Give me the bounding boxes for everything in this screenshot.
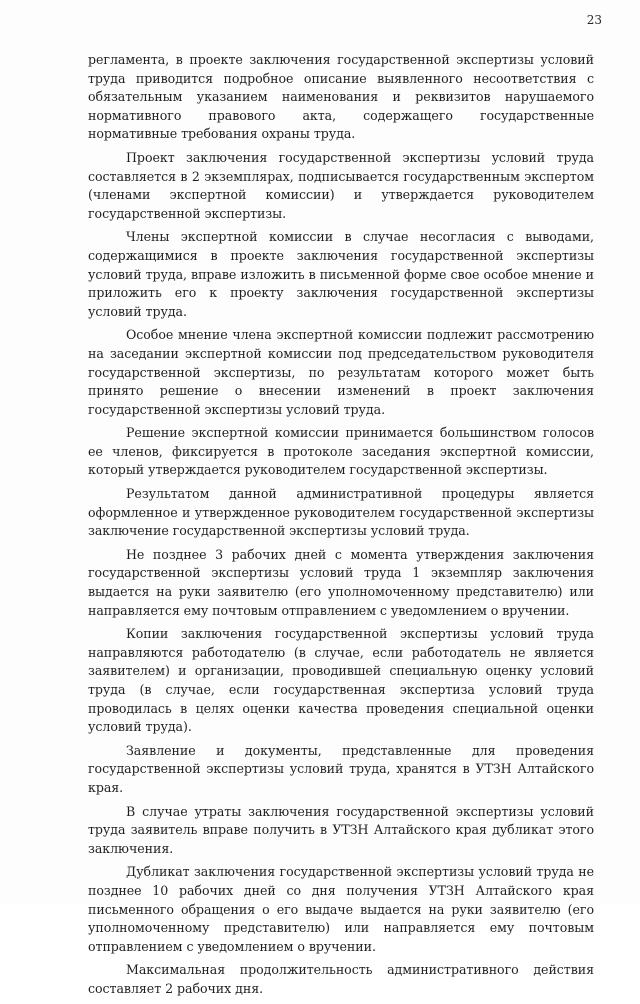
paragraph: регламента, в проекте заключения государственной экспертизы условий труда приводится подробное описание выявленного несоответствия с обязательным указанием наименования и реквизитов нарушаемого нормативного правового акта, содержащего государственные нормативные требования охраны труда. bbox=[88, 52, 594, 142]
paragraph: Не позднее 3 рабочих дней с момента утверждения заключения государственной экспертизы условий труда 1 экземпляр заключения выдается на руки заявителю (его уполномоченному представителю) или направляется ему почтовым отправлением с уведомлением о вручении. bbox=[88, 546, 594, 618]
paragraph: Проект заключения государственной экспертизы условий труда составляется в 2 экземплярах, подписывается государственным экспертом (членами экспертной комиссии) и утверждается руководителем государственной экспертизы. bbox=[88, 149, 594, 221]
paragraph: Дубликат заключения государственной экспертизы условий труда не позднее 10 рабочих дней со дня получения УТЗН Алтайского края письменного обращения о его выдаче выдается на руки заявителю (его уполномоченному представителю) или направляется ему почтовым отправлением с уведомлением о вручении. bbox=[88, 864, 594, 954]
paragraph: Заявление и документы, представленные для проведения государственной экспертизы условий труда, хранятся в УТЗН Алтайского края. bbox=[88, 742, 594, 795]
paragraph: Члены экспертной комиссии в случае несогласия с выводами, содержащимися в проекте заключения государственной экспертизы условий труда, вправе изложить в письменной форме свое особое мнение и приложить его к проекту заключения государственной экспертизы условий труда. bbox=[88, 229, 594, 319]
body-text bbox=[88, 51, 594, 1004]
page-number: 23 bbox=[586, 13, 602, 27]
paragraph: Особое мнение члена экспертной комиссии подлежит рассмотрению на заседании экспертной комиссии под председательством руководителя государственной экспертизы, по результатам которого может быть принято решение о внесении изменений в проект заключения государственной экспертизы условий труда. bbox=[88, 327, 594, 417]
paragraph: Копии заключения государственной экспертизы условий труда направляются работодателю (в случае, если работодатель не является заявителем) и организации, проводившей специальную оценку условий труда (в случае, если государственная экспертиза условий труда проводилась в целях оценки качества проведения специальной оценки условий труда). bbox=[88, 626, 594, 735]
paragraph: Максимальная продолжительность административного действия составляет 2 рабочих дня. bbox=[88, 962, 594, 996]
paragraph: В случае утраты заключения государственной экспертизы условий труда заявитель вправе получить в УТЗН Алтайского края дубликат этого заключения. bbox=[88, 803, 594, 856]
paragraph: Результатом данной административной процедуры является оформленное и утвержденное руководителем государственной экспертизы заключение государственной экспертизы условий труда. bbox=[88, 486, 594, 539]
paragraph: Решение экспертной комиссии принимается большинством голосов ее членов, фиксируется в протоколе заседания экспертной комиссии, который утверждается руководителем государственной экспертизы. bbox=[88, 425, 594, 478]
